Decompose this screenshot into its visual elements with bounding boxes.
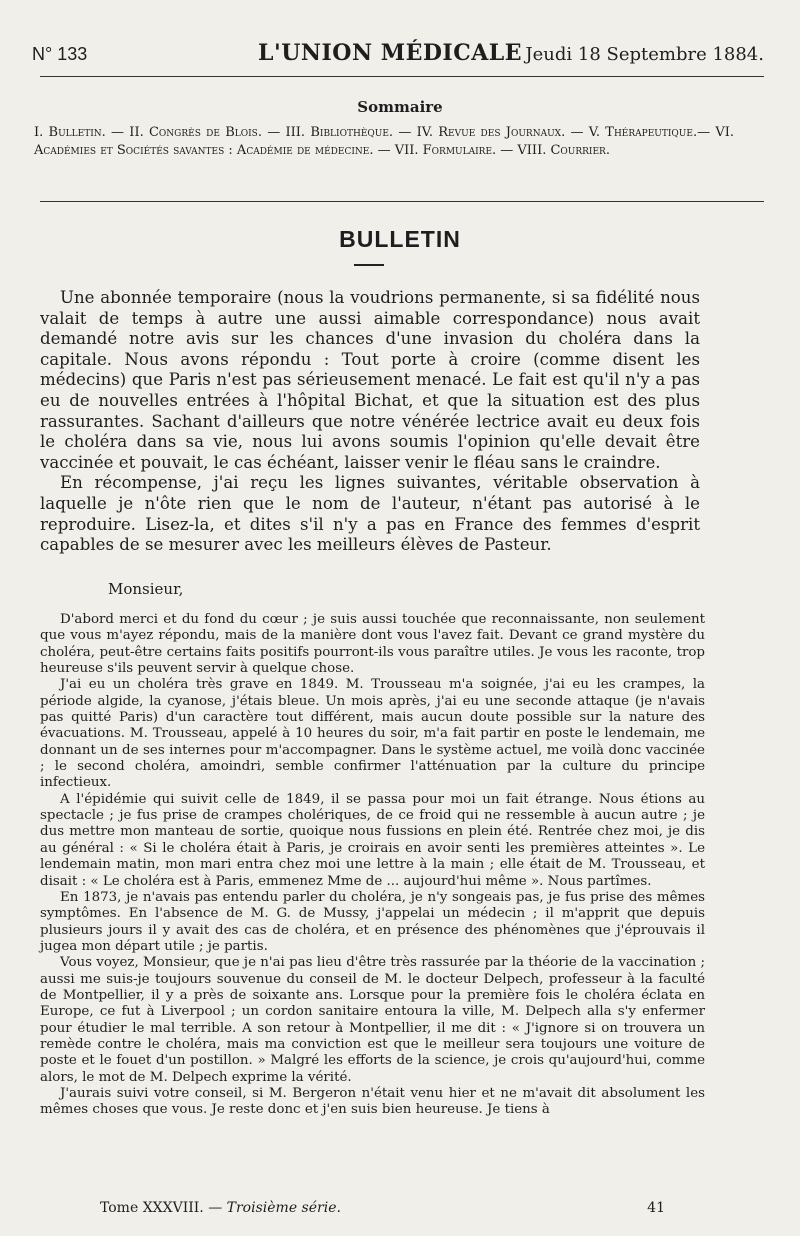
journal-title: L'UNION MÉDICALE: [258, 40, 523, 66]
running-header: [32, 36, 764, 76]
bulletin-intro: [40, 288, 700, 556]
letter-paragraph: D'abord merci et du fond du cœur ; je suis aussi touchée que reconnaissante, non seulement que vous m'ayez répondu, mais de la manière dont vous l'avez fait. Devant ce grand mystère du choléra, peut-être certains faits positifs pourront-ils vous paraître utiles. Je vous les raconte, trop heureuse s'ils peuvent servir à quelque chose.: [40, 612, 705, 677]
page-footer: [100, 1200, 665, 1220]
page-number: 41: [647, 1200, 665, 1216]
letter-paragraph: A l'épidémie qui suivit celle de 1849, il se passa pour moi un fait étrange. Nous étions au spectacle ; je fus prise de crampes cholériques, de ce froid qui ne ressemble à aucun autre ; je dus mettre mon manteau de sortie, quoique nous fussions en plein été. Rentrée chez moi, je dis au général : « Si le choléra était à Paris, je croirais en avoir senti les premières atteintes ». Le lendemain matin, mon mari entra chez moi une lettre à la main ; elle était de M. Trousseau, et disait : « Le choléra est à Paris, emmenez Mme de ... aujourd'hui même ». Nous partîmes.: [40, 791, 705, 889]
letter-paragraph: J'ai eu un choléra très grave en 1849. M. Trousseau m'a soignée, j'ai eu les crampes, la période algide, la cyanose, j'étais bleue. Un mois après, j'ai eu une seconde attaque (je n'avais pas quitté Paris) d'un caractère tout différent, mais aucun doute possible sur la nature des évacuations. M. Trousseau, appelé à 10 heures du soir, m'a fait partir en poste le lendemain, me donnant un de ses internes pour m'accompagner. Dans le système actuel, me voilà donc vaccinée ; le second choléra, amoindri, semble confirmer l'atténuation par la culture du principe infectieux.: [40, 677, 705, 791]
letter-paragraph: J'aurais suivi votre conseil, si M. Bergeron n'était venu hier et ne m'avait dit absolument les mêmes choses que vous. Je reste donc et j'en suis bien heureuse. Je tiens à: [40, 1085, 705, 1118]
sommaire-rule: [40, 201, 764, 202]
issue-date: Jeudi 18 Septembre 1884.: [525, 44, 764, 65]
letter-body: [40, 612, 705, 1119]
header-rule: [40, 76, 764, 77]
sommaire-heading: Sommaire: [357, 98, 443, 116]
footer-volume: Tome XXXVIII. —: [100, 1200, 223, 1216]
letter-salutation: Monsieur,: [108, 580, 184, 598]
intro-paragraph: Une abonnée temporaire (nous la voudrions permanente, si sa fidélité nous valait de temps à autre une aussi aimable correspondance) nous avait demandé notre avis sur les chances d'une invasion du choléra dans la capitale. Nous avons répondu : Tout porte à croire (comme disent les médecins) que Paris n'est pas sérieusement menacé. Le fait est qu'il n'y a pas eu de nouvelles entrées à l'hôpital Bichat, et que la situation est des plus rassurantes. Sachant d'ailleurs que notre vénérée lectrice avait eu deux fois le choléra dans sa vie, nous lui avons soumis l'opinion qu'elle devait être vaccinée et pouvait, le cas échéant, laisser venir le fléau sans le craindre.: [40, 288, 700, 472]
issue-number: N° 133: [32, 44, 88, 64]
bulletin-divider: [354, 264, 384, 266]
intro-paragraph: En récompense, j'ai reçu les lignes suivantes, véritable observation à laquelle je n'ôte rien que le nom de l'auteur, n'étant pas autorisé à le reproduire. Lisez-la, et dites s'il n'y a pas en France des femmes d'esprit capables de se mesurer avec les meilleurs élèves de Pasteur.: [40, 473, 700, 555]
footer-series: Troisième série.: [226, 1200, 341, 1216]
bulletin-heading: BULLETIN: [339, 226, 461, 252]
letter-paragraph: En 1873, je n'avais pas entendu parler du choléra, je n'y songeais pas, je fus prise des mêmes symptômes. En l'absence de M. G. de Mussy, j'appelai un médecin ; il m'apprit que depuis plusieurs jours il y avait des cas de choléra, et en présence des phénomènes que j'éprouvais il jugea mon départ utile ; je partis.: [40, 889, 705, 954]
sommaire-text: I. Bulletin. — II. Congrès de Blois. — III. Bibliothèque. — IV. Revue des Journaux. — V. Thérapeutique.— VI. Académies et Sociétés savantes : Académie de médecine. — VII. Formulaire. — VIII. Courrier.: [34, 125, 734, 158]
letter-paragraph: Vous voyez, Monsieur, que je n'ai pas lieu d'être très rassurée par la théorie de la vaccination ; aussi me suis-je toujours souvenue du conseil de M. le docteur Delpech, professeur à la faculté de Montpellier, il y a près de soixante ans. Lorsque pour la première fois le choléra éclata en Europe, ce fut à Liverpool ; un cordon sanitaire entoura la ville, M. Delpech alla s'y enfermer pour étudier le mal terrible. A son retour à Montpellier, il me dit : « J'ignore si on trouvera un remède contre le choléra, mais ma conviction est que le meilleur sera toujours une voiture de poste et le fouet d'un postillon. » Malgré les efforts de la science, je crois qu'aujourd'hui, comme alors, le mot de M. Delpech exprime la vérité.: [40, 955, 705, 1085]
footer-volume-line: [100, 1200, 341, 1216]
